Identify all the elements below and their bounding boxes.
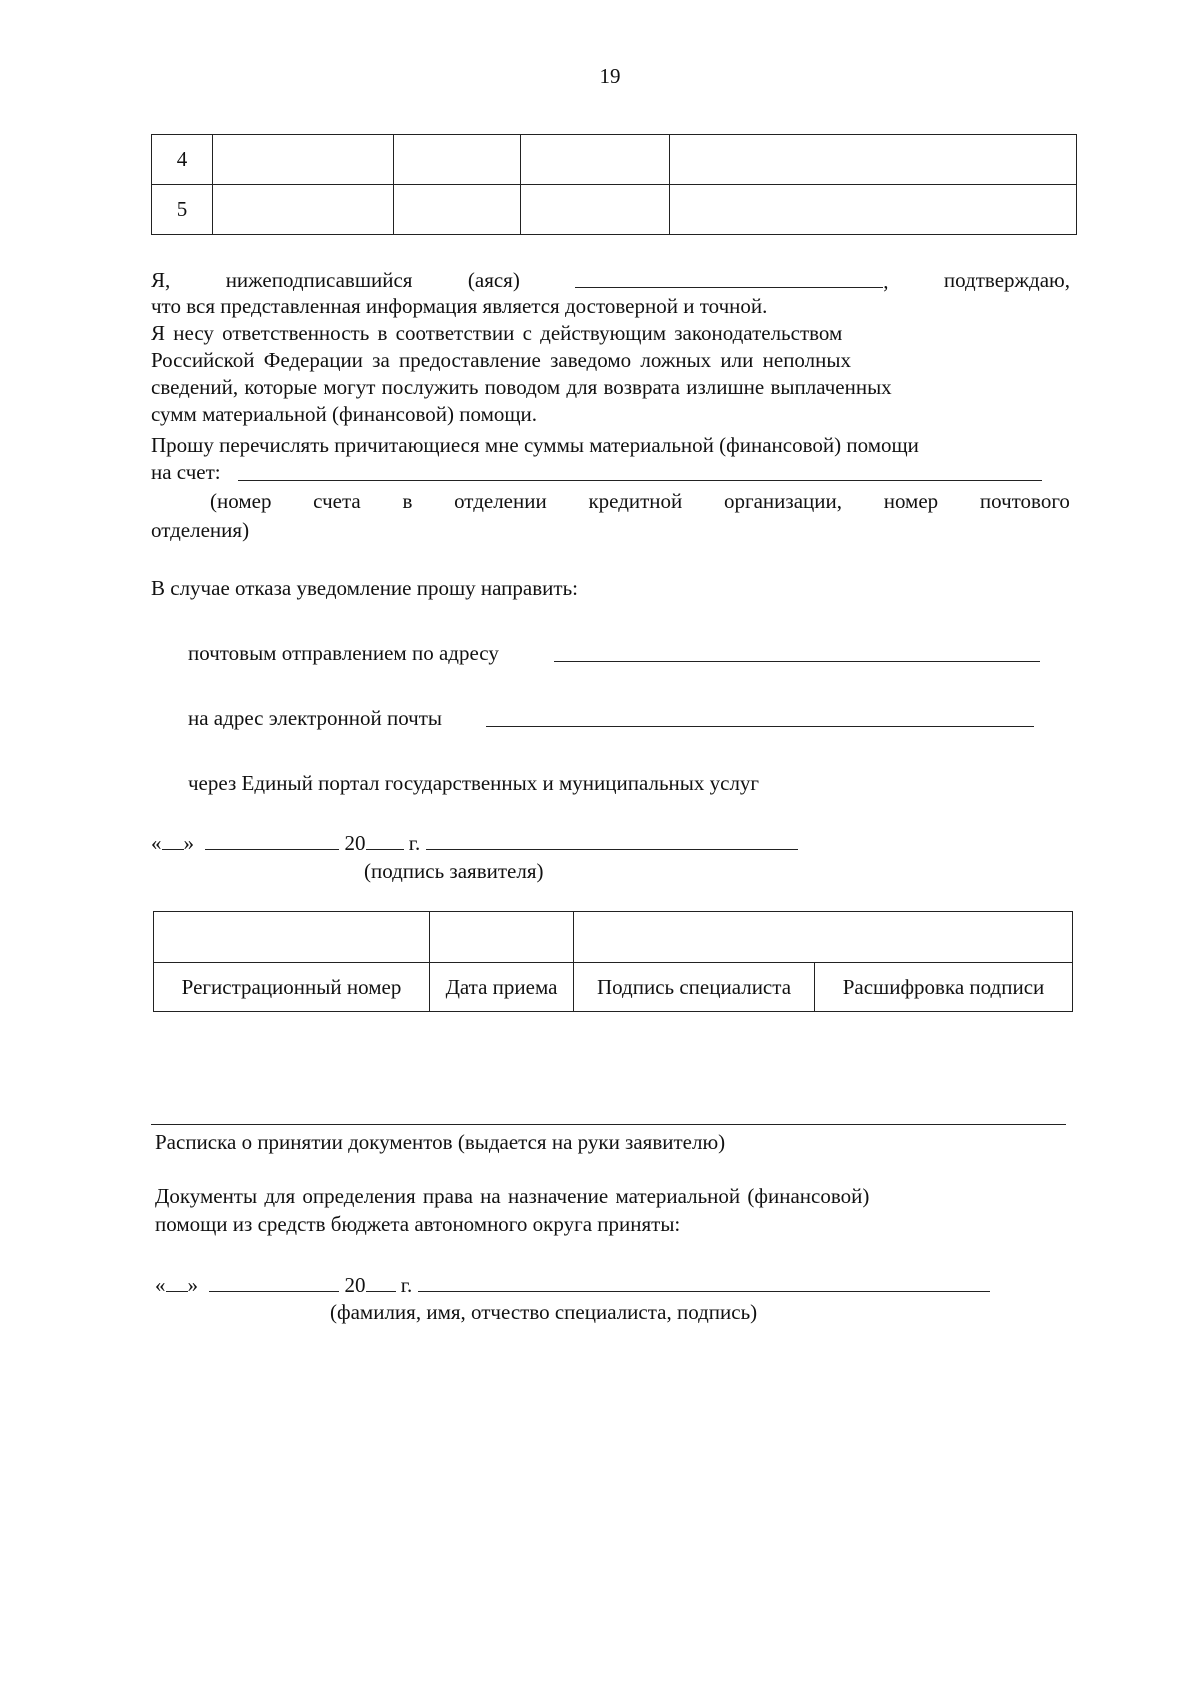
table-cell [521,185,670,235]
table-row [152,185,1077,235]
option-label: на адрес электронной почты [188,706,443,730]
hint-word: номер [883,489,939,513]
table-cell [521,135,670,185]
page-number: 19 [599,64,621,88]
reception-date-header: Дата приема [430,963,574,1012]
table-cell [394,185,521,235]
refusal-title: В случае отказа уведомление прошу направить: [151,576,578,600]
account-hint-continued: отделения) [151,518,250,542]
hint-word: (номер [210,489,272,513]
table-cell [670,135,1077,185]
receipt-caption: (фамилия, имя, отчество специалиста, подпись) [330,1300,758,1324]
year-field[interactable] [366,831,404,855]
declaration-word: Я, [151,268,171,292]
table-row [154,912,1073,963]
receipt-signature-line [155,1272,990,1298]
refusal-option-post [188,641,499,666]
declaration-word: нижеподписавшийся [225,268,413,292]
top-table [151,134,1077,235]
declaration-line-3: Я несу ответственность в соответствии с действующим законодательством [151,321,843,345]
declaration-word: (аяся) [467,268,520,292]
table-row [152,135,1077,185]
hint-word: кредитной [588,489,683,513]
month-field[interactable] [199,831,339,855]
year-prefix: 20 [344,831,366,855]
email-field[interactable] [486,707,1034,733]
applicant-signature-line [151,830,798,856]
table-row [154,963,1073,1012]
day-field[interactable] [162,831,184,855]
option-label: почтовым отправлением по адресу [188,641,499,665]
year-field[interactable] [366,1273,396,1297]
hint-word: почтового [979,489,1070,513]
close-quote: » [187,1273,198,1297]
applicant-signature-caption: (подпись заявителя) [364,859,544,883]
reception-date-field[interactable] [430,912,574,963]
applicant-signature-field[interactable] [426,831,798,855]
open-quote: « [151,831,162,855]
hint-word: счета [313,489,361,513]
signature-decoding-header: Расшифровка подписи [815,963,1073,1012]
year-suffix: г. [400,1273,413,1297]
hint-word: отделении [454,489,547,513]
account-number-field[interactable] [238,461,1042,487]
receipt-title: Расписка о принятии документов (выдается на руки заявителю) [155,1130,726,1154]
table-cell [213,135,394,185]
receipt-line-2: помощи из средств бюджета автономного округа приняты: [155,1212,681,1236]
declaration-word: подтверждаю, [943,268,1070,292]
hint-word: организации, [724,489,842,513]
refusal-option-portal: через Единый портал государственных и муниципальных услуг [188,771,760,795]
declaration-line-1 [151,268,1070,294]
refusal-option-email [188,706,442,731]
hint-word: в [402,489,413,513]
row-number: 5 [152,185,213,235]
receipt-line-1: Документы для определения права на назначение материальной (финансовой) [155,1184,870,1208]
day-field[interactable] [166,1273,188,1297]
year-prefix: 20 [344,1273,366,1297]
registration-number-field[interactable] [154,912,430,963]
specialist-signature-header: Подпись специалиста [574,963,815,1012]
comma: , [883,269,889,293]
declaration-line-6: сумм материальной (финансовой) помощи. [151,402,538,426]
declaration-line-5: сведений, которые могут послужить поводом для возврата излишне выплаченных [151,375,892,399]
month-field[interactable] [203,1273,339,1297]
account-hint [210,489,1070,514]
table-cell [394,135,521,185]
account-label: на счет: [151,460,221,484]
table-cell [670,185,1077,235]
registration-table [153,911,1073,1012]
declaration-line-4: Российской Федерации за предоставление заведомо ложных или неполных [151,348,851,372]
specialist-signature-field[interactable] [574,912,1073,963]
postal-address-field[interactable] [554,642,1040,668]
specialist-signature-field[interactable] [418,1273,990,1297]
applicant-name-field[interactable] [575,268,888,294]
close-quote: » [183,831,194,855]
registration-number-header: Регистрационный номер [154,963,430,1012]
table-cell [213,185,394,235]
row-number: 4 [152,135,213,185]
account-request-line: Прошу перечислять причитающиеся мне суммы материальной (финансовой) помощи [151,433,919,457]
declaration-line-2: что вся представленная информация является достоверной и точной. [151,294,768,318]
open-quote: « [155,1273,166,1297]
cut-line-divider [151,1124,1066,1125]
year-suffix: г. [408,831,421,855]
